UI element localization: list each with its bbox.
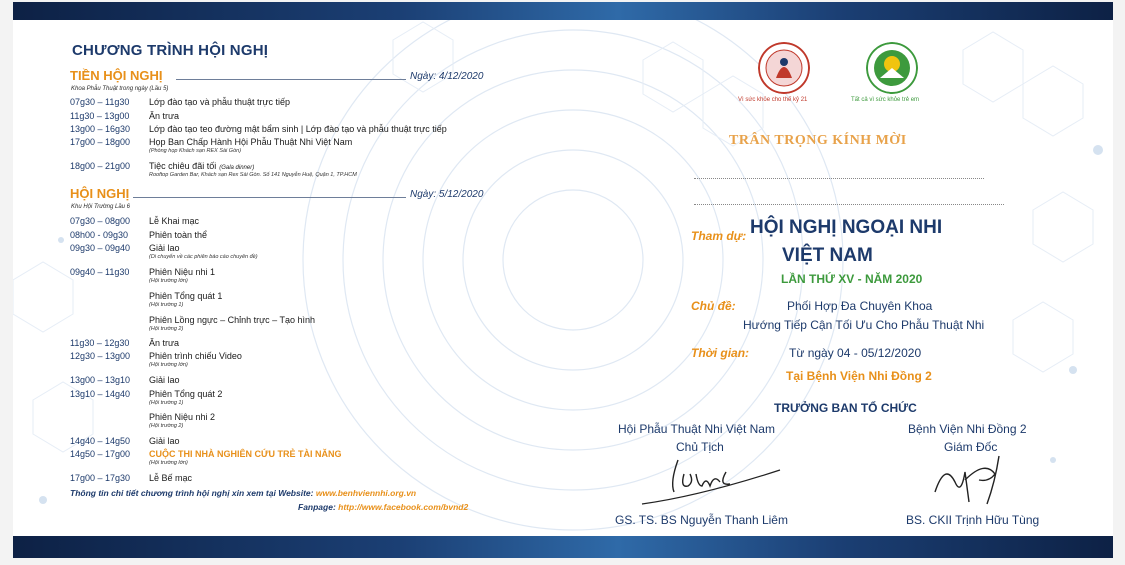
- pre-conference-note: Khoa Phẫu Thuật trong ngày (Lầu 5): [71, 86, 169, 92]
- fanpage-line: [298, 502, 468, 512]
- schedule-time: 13g10 – 14g40: [70, 389, 131, 399]
- schedule-activity: [149, 161, 254, 171]
- schedule-activity: [149, 351, 242, 361]
- topic-label: Chủ đề:: [691, 299, 736, 313]
- venue: Tại Bệnh Viện Nhi Đồng 2: [786, 369, 932, 383]
- pre-conference-rule: [176, 79, 406, 80]
- schedule-activity-label: Phiên Tổng quát 1: [149, 291, 223, 301]
- schedule-activity-label: Họp Ban Chấp Hành Hội Phẫu Thuật Nhi Việt Nam: [149, 137, 353, 147]
- schedule-activity-label: Lễ Bế mạc: [149, 473, 193, 483]
- time-label: Thời gian:: [691, 346, 750, 360]
- schedule-activity: [149, 111, 179, 121]
- schedule-time: 13g00 – 13g10: [70, 375, 131, 385]
- schedule-activity-label: Lớp đào tạo teo đường mật bẩm sinh | Lớp đào tạo và phẫu thuật trực tiếp: [149, 124, 447, 134]
- org2-name: Bệnh Viện Nhi Đồng 2: [908, 422, 1027, 436]
- fanpage-prefix: Fanpage:: [298, 502, 339, 512]
- schedule-activity: [149, 291, 222, 301]
- schedule-time: 09g40 – 11g30: [70, 267, 130, 277]
- schedule-time: 14g50 – 17g00: [70, 449, 131, 459]
- org2-role: Giám Đốc: [944, 440, 998, 454]
- schedule-location: (Hội trường lớn): [149, 278, 188, 284]
- topic-line1: Phối Hợp Đa Chuyên Khoa: [787, 299, 933, 313]
- topic-line2: Hướng Tiếp Cận Tối Ưu Cho Phẫu Thuật Nhi: [743, 318, 985, 332]
- schedule-time: 07g30 – 11g30: [70, 97, 130, 107]
- schedule-time: 08h00 - 09g30: [70, 230, 129, 240]
- association-logo-icon: [758, 42, 810, 94]
- schedule-time: 17g00 – 17g30: [70, 473, 131, 483]
- pre-conference-heading: TIỀN HỘI NGHỊ: [70, 68, 163, 83]
- org2-person: BS. CKII Trịnh Hữu Tùng: [906, 513, 1040, 527]
- schedule-location: (Di chuyển về các phiên báo cáo chuyên đề): [149, 254, 258, 260]
- schedule-activity: [149, 267, 215, 277]
- schedule-activity-label: Phiên trình chiếu Video: [149, 351, 242, 361]
- schedule-activity-label: Giải lao: [149, 243, 180, 253]
- org1-role: Chủ Tịch: [676, 440, 724, 454]
- schedule-activity: [149, 243, 180, 253]
- schedule-activity-label: Ăn trưa: [149, 338, 180, 348]
- pre-conference-date: Ngày: 4/12/2020: [410, 71, 484, 82]
- schedule-activity: [149, 124, 447, 134]
- schedule-location: (Hội trường 1): [149, 302, 184, 308]
- schedule-activity: [149, 389, 222, 399]
- org1-name: Hội Phẫu Thuật Nhi Việt Nam: [618, 422, 775, 436]
- website-link[interactable]: www.benhviennhi.org.vn: [315, 488, 417, 498]
- schedule-time: 11g30 – 12g30: [70, 338, 130, 348]
- schedule-activity-label: Giải lao: [149, 436, 180, 446]
- bottom-band: [13, 536, 1113, 558]
- schedule-activity: [149, 375, 180, 385]
- schedule-activity: [149, 436, 180, 446]
- schedule-activity-label: Ăn trưa: [149, 111, 180, 121]
- conference-title-line2: VIỆT NAM: [782, 245, 873, 266]
- association-logo-caption: Vì sức khỏe cho thế kỷ 21: [738, 97, 808, 103]
- org2-signature-icon: [925, 452, 1025, 508]
- hospital-logo-caption: Tất cả vì sức khỏe trẻ em: [851, 97, 920, 103]
- fanpage-link[interactable]: http://www.facebook.com/bvnd2: [338, 502, 469, 512]
- schedule-time: 09g30 – 09g40: [70, 243, 131, 253]
- schedule-activity-label: Tiệc chiêu đãi tối: [149, 161, 217, 171]
- schedule-location: (Hội trường lớn): [149, 460, 188, 466]
- schedule-activity-label: Lễ Khai mạc: [149, 216, 200, 226]
- schedule-activity-label: Phiên toàn thể: [149, 230, 208, 240]
- schedule-activity-label: Lớp đào tạo và phẫu thuật trực tiếp: [149, 97, 291, 107]
- schedule-location: (Hội trường 1): [149, 400, 184, 406]
- conference-title-line1: HỘI NGHỊ NGOẠI NHI: [750, 217, 943, 238]
- schedule-activity-label: Giải lao: [149, 375, 180, 385]
- conference-edition: LẦN THỨ XV - NĂM 2020: [781, 272, 923, 286]
- org1-person: GS. TS. BS Nguyễn Thanh Liêm: [615, 513, 788, 527]
- schedule-activity-note: (Gala dinner): [219, 165, 255, 171]
- schedule-activity: [149, 449, 341, 459]
- invite-text: TRÂN TRỌNG KÍNH MỜI: [729, 133, 907, 148]
- main-conference-date: Ngày: 5/12/2020: [410, 189, 484, 200]
- organizers-heading: TRƯỞNG BAN TỔ CHỨC: [774, 401, 917, 415]
- schedule-time: 13g00 – 16g30: [70, 124, 131, 134]
- main-conference-rule: [133, 197, 406, 198]
- hospital-logo-icon: [866, 42, 918, 94]
- schedule-activity: [149, 97, 290, 107]
- schedule-time: 14g40 – 14g50: [70, 436, 131, 446]
- schedule-location: (Phòng họp Khách sạn REX Sài Gòn): [149, 148, 242, 154]
- main-conference-heading: HỘI NGHỊ: [70, 186, 130, 201]
- schedule-time: 11g30 – 13g00: [70, 111, 130, 121]
- time-value: Từ ngày 04 - 05/12/2020: [789, 346, 922, 360]
- schedule-location: (Hội trường 2): [149, 423, 184, 429]
- guest-name-line: [694, 178, 984, 179]
- schedule-activity: [149, 137, 352, 147]
- schedule-location: Rooftop Garden Bar, Khách sạn Rex Sài Gòn. Số 141 Nguyễn Huệ, Quận 1, TP.HCM: [149, 172, 357, 178]
- schedule-activity-label: Phiên Lồng ngực – Chỉnh trực – Tạo hình: [149, 315, 315, 325]
- website-prefix: Thông tin chi tiết chương trình hội nghị xin xem tại Website:: [70, 488, 316, 498]
- schedule-time: 17g00 – 18g00: [70, 137, 131, 147]
- website-line: [70, 488, 416, 498]
- schedule-activity-label: Phiên Niệu nhi 1: [149, 267, 216, 277]
- schedule-activity-label: CUỘC THI NHÀ NGHIÊN CỨU TRẺ TÀI NĂNG: [149, 449, 342, 459]
- schedule-activity: [149, 216, 199, 226]
- main-conference-note: Khu Hội Trường Lầu 6: [71, 204, 131, 210]
- schedule-activity: [149, 230, 207, 240]
- schedule-location: (Hội trường lớn): [149, 362, 188, 368]
- schedule-activity-label: Phiên Tổng quát 2: [149, 389, 223, 399]
- org1-signature-icon: [640, 452, 790, 510]
- program-title: CHƯƠNG TRÌNH HỘI NGHỊ: [72, 42, 269, 59]
- guest-title-line: [694, 204, 1004, 205]
- schedule-activity: [149, 315, 315, 325]
- schedule-activity: [149, 473, 192, 483]
- schedule-activity: [149, 338, 179, 348]
- schedule-time: 18g00 – 21g00: [70, 161, 131, 171]
- schedule-activity-label: Phiên Niệu nhi 2: [149, 412, 216, 422]
- schedule-activity: [149, 412, 215, 422]
- attend-label: Tham dự:: [691, 229, 747, 243]
- top-band: [13, 2, 1113, 20]
- schedule-time: 07g30 – 08g00: [70, 216, 131, 226]
- schedule-location: (Hội trường 2): [149, 326, 184, 332]
- schedule-time: 12g30 – 13g00: [70, 351, 131, 361]
